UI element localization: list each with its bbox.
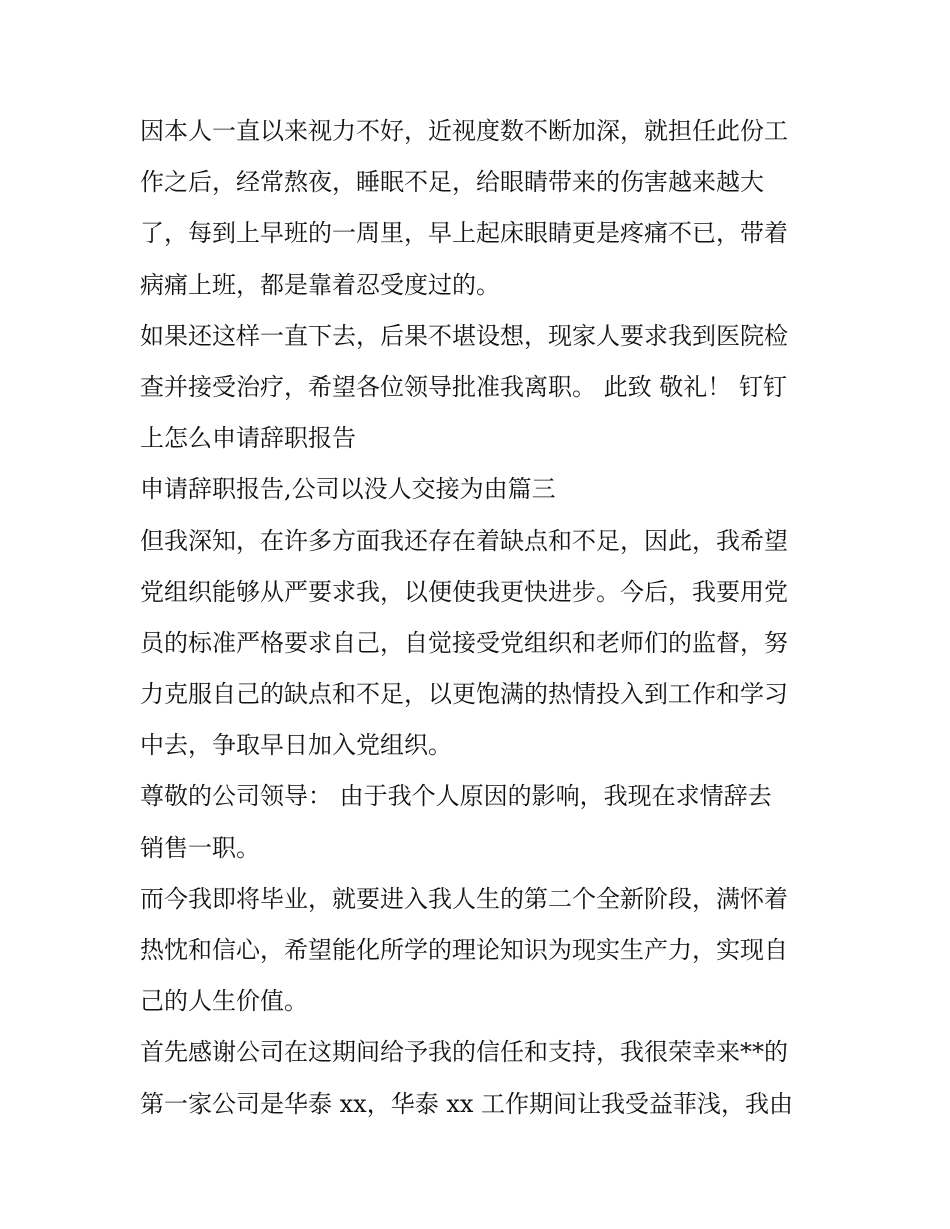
text-line: 查并接受治疗，希望各位领导批准我离职。 此致 敬礼！ 钉钉	[140, 372, 787, 401]
section-heading: 申请辞职报告,公司以没人交接为由篇三	[140, 475, 556, 504]
document-body	[140, 106, 820, 1130]
text-line: 热忱和信心，希望能化所学的理论知识为现实生产力，实现自	[140, 936, 788, 964]
text-line: 而今我即将毕业，就要进入我人生的第二个全新阶段，满怀着	[140, 884, 788, 913]
text-line: 但我深知，在许多方面我还存在着缺点和不足，因此，我希望	[140, 526, 788, 555]
text-line: 尊敬的公司领导： 由于我个人原因的影响，我现在求情辞去	[140, 782, 772, 811]
text-line: 己的人生价值。	[140, 987, 308, 1016]
text-line: 力克服自己的缺点和不足，以更饱满的热情投入到工作和学习	[140, 680, 788, 709]
text-line: 如果还这样一直下去，后果不堪设想，现家人要求我到医院检	[140, 321, 788, 350]
text-line: 因本人一直以来视力不好，近视度数不断加深，就担任此份工	[140, 117, 788, 145]
text-line: 销售一职。	[140, 833, 260, 862]
text-line: 员的标准严格要求自己，自觉接受党组织和老师们的监督，努	[140, 628, 788, 657]
text-line: 上怎么申请辞职报告	[140, 424, 356, 453]
text-line: 第一家公司是华泰 xx，华泰 xx 工作期间让我受益菲浅，我由	[140, 1089, 794, 1118]
text-line: 作之后，经常熬夜，睡眠不足，给眼睛带来的伤害越来越大	[140, 168, 764, 197]
text-line: 党组织能够从严要求我，以便使我更快进步。今后，我要用党	[140, 577, 788, 606]
text-line: 中去，争取早日加入党组织。	[140, 731, 452, 760]
text-line: 病痛上班，都是靠着忍受度过的。	[140, 270, 500, 299]
text-line: 了，每到上早班的一周里，早上起床眼睛更是疼痛不已，带着	[140, 219, 788, 248]
text-line: 首先感谢公司在这期间给予我的信任和支持，我很荣幸来**的	[140, 1038, 788, 1067]
